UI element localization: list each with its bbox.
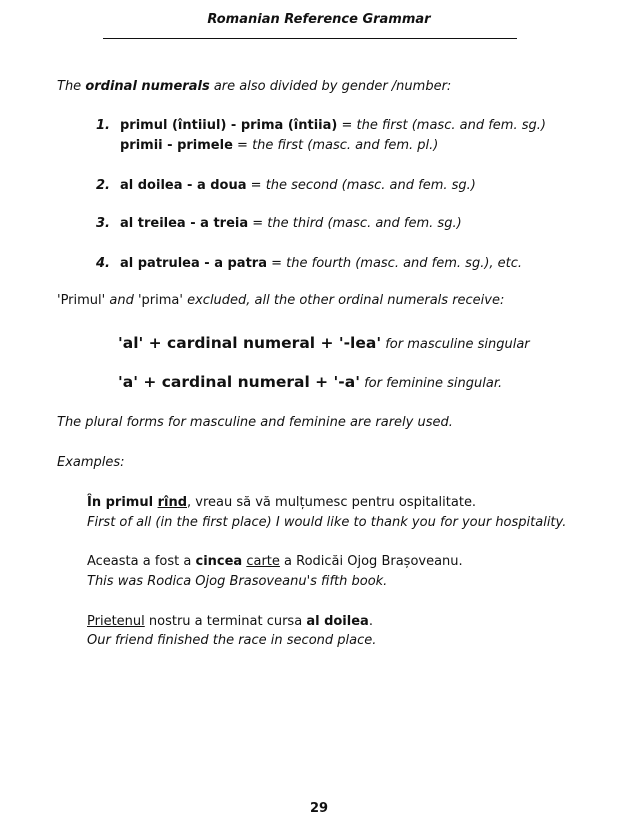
quoted-prima: 'prima' (137, 293, 183, 308)
ordinal-gloss: the first (masc. and fem. sg.) (356, 118, 546, 133)
ordinal-gloss: the fourth (masc. and fem. sg.), etc. (286, 256, 523, 271)
formula-line (118, 333, 530, 353)
quoted-primul: 'Primul' (57, 293, 106, 308)
rule-intro (57, 293, 504, 309)
list-line (120, 138, 438, 154)
intro-pre: The (57, 79, 86, 94)
example-segment: . (368, 614, 373, 629)
equals-sign: = (232, 138, 253, 153)
intro-post: are also divided by gender /number: (209, 79, 452, 94)
list-number: 3. (96, 216, 110, 231)
list-number: 2. (96, 178, 110, 193)
list-line (120, 216, 462, 232)
list-number: 4. (96, 256, 110, 271)
plural-note: The plural forms for masculine and feminine are rarely used. (57, 415, 453, 430)
ordinal-term: al patrulea - a patra (120, 256, 267, 271)
example-segment: , vreau să vă mulțumesc pentru ospitalitate. (187, 495, 477, 510)
example-segment: carte (246, 554, 280, 569)
ordinal-gloss: the first (masc. and fem. pl.) (252, 138, 439, 153)
ordinal-gloss: the third (masc. and fem. sg.) (267, 216, 462, 231)
example-english: First of all (in the first place) I would like to thank you for your hospitality. (87, 515, 567, 530)
header-rule (103, 38, 517, 39)
ordinal-term: primii - primele (120, 138, 233, 153)
example-segment: al doilea (306, 614, 369, 629)
example-segment: cincea (195, 554, 243, 569)
ordinal-gloss: the second (masc. and fem. sg.) (265, 178, 476, 193)
example-romanian (87, 554, 463, 570)
example-segment: Prietenul (87, 614, 145, 629)
list-line (120, 178, 476, 194)
formula-line (118, 372, 502, 392)
example-romanian (87, 614, 373, 630)
rule-intro-rest: excluded, all the other ordinal numerals receive: (182, 293, 505, 308)
list-number: 1. (96, 118, 110, 133)
intro-sentence (57, 79, 451, 95)
equals-sign: = (246, 178, 266, 193)
page-number: 29 (309, 801, 329, 816)
example-english: This was Rodica Ojog Brasoveanu's fifth book. (87, 574, 388, 589)
formula-masculine: 'al' + cardinal numeral + '-lea' (118, 334, 382, 352)
example-segment: nostru a terminat cursa (144, 614, 307, 629)
example-segment: rînd (157, 495, 188, 510)
formula-feminine: 'a' + cardinal numeral + '-a' (118, 373, 360, 391)
equals-sign: = (266, 256, 287, 271)
equals-sign: = (337, 118, 357, 133)
equals-sign: = (248, 216, 268, 231)
list-line (120, 118, 546, 134)
example-segment: În primul (87, 495, 158, 510)
example-romanian (87, 495, 476, 511)
examples-label: Examples: (57, 455, 125, 470)
ordinal-term: al treilea - a treia (120, 216, 249, 231)
formula-note: for masculine singular (381, 337, 530, 352)
formula-note: for feminine singular. (359, 376, 503, 391)
ordinal-term: al doilea - a doua (120, 178, 247, 193)
rule-intro-and: and (105, 293, 138, 308)
example-segment: a Rodicăi Ojog Brașoveanu. (279, 554, 463, 569)
list-line (120, 256, 522, 272)
running-header: Romanian Reference Grammar (207, 12, 431, 27)
example-segment: Aceasta a fost a (87, 554, 196, 569)
example-english: Our friend finished the race in second place. (87, 633, 377, 648)
ordinal-term: primul (întiiul) - prima (întiia) (120, 118, 338, 133)
intro-bold-term: ordinal numerals (85, 79, 210, 94)
